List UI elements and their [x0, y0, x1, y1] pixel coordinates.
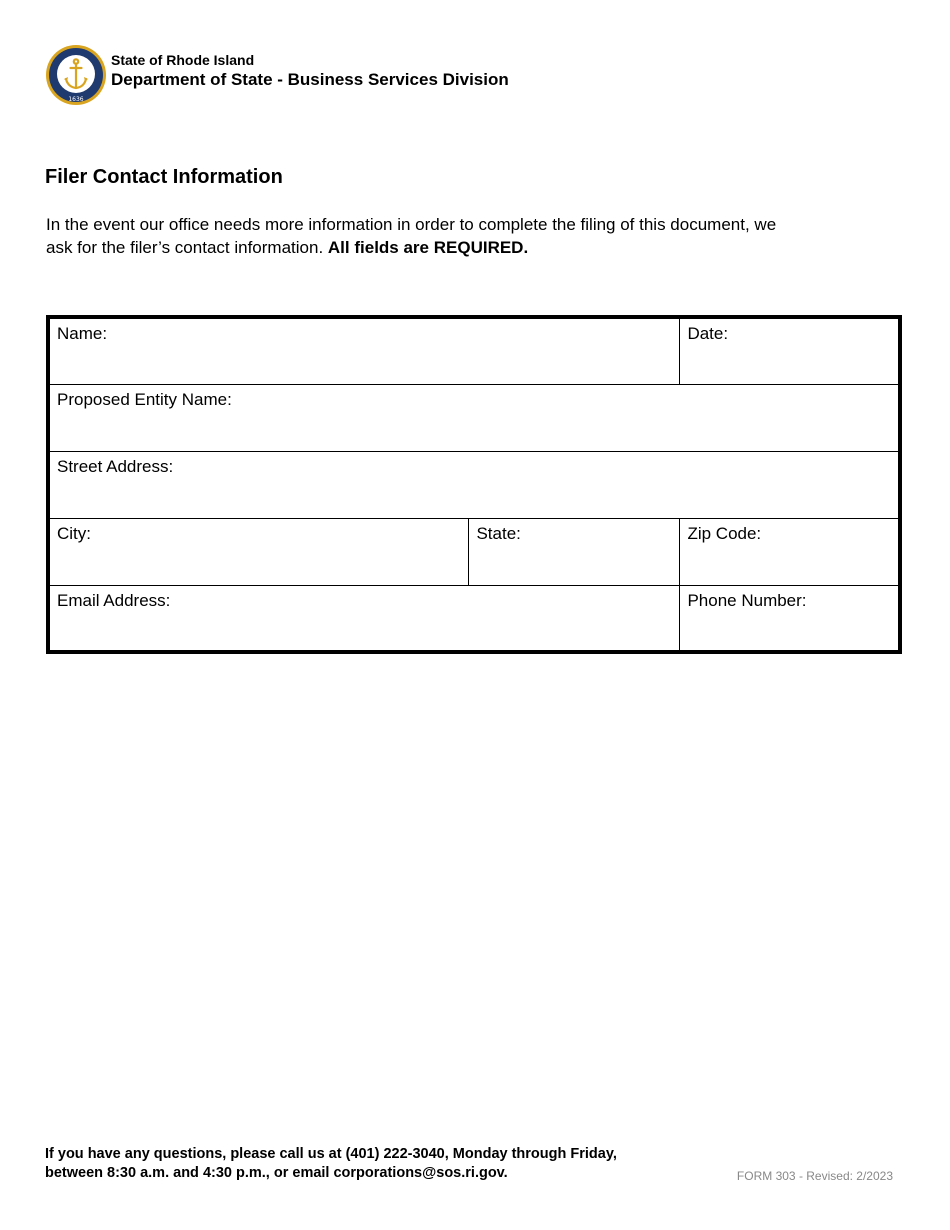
street-address-field[interactable]: [48, 451, 900, 518]
city-field[interactable]: [48, 518, 469, 585]
filer-contact-table: [46, 315, 902, 654]
department-name: Department of State - Business Services Division: [111, 70, 509, 89]
date-field[interactable]: [680, 317, 900, 384]
name-label: Name:: [57, 324, 108, 343]
email-address-field[interactable]: [48, 585, 680, 652]
state-field[interactable]: [469, 518, 680, 585]
table-row: [48, 384, 900, 451]
zip-code-field[interactable]: [680, 518, 900, 585]
name-field[interactable]: [48, 317, 680, 384]
rhode-island-anchor-seal-icon: [45, 44, 107, 106]
table-row: [48, 317, 900, 384]
email-address-label: Email Address:: [57, 590, 171, 610]
table-row: [48, 451, 900, 518]
table-row: [48, 585, 900, 652]
date-label: Date:: [687, 324, 729, 343]
city-label: City:: [57, 523, 91, 543]
footer-help-line-1: If you have any questions, please call us at (401) 222-3040, Monday through Friday,: [45, 1146, 617, 1162]
intro-required-note: All fields are REQUIRED.: [327, 238, 529, 257]
section-title: Filer Contact Information: [45, 166, 283, 188]
table-row: [48, 518, 900, 585]
street-address-label: Street Address:: [57, 456, 174, 476]
state-name: State of Rhode Island: [111, 52, 255, 68]
seal-year: 1636: [68, 96, 84, 103]
footer-help-line-2: between 8:30 a.m. and 4:30 p.m., or email corporations@sos.ri.gov.: [45, 1165, 508, 1181]
form-id: FORM 303 - Revised: 2/2023: [736, 1169, 893, 1183]
intro-paragraph: [46, 213, 806, 259]
footer-help-text: [45, 1145, 617, 1183]
header-text: [111, 52, 509, 90]
intro-text: In the event our office needs more information in order to complete the filing of this document, we ask for the filer’s contact information.: [46, 215, 777, 257]
zip-code-label: Zip Code:: [687, 523, 762, 543]
phone-number-field[interactable]: [680, 585, 900, 652]
proposed-entity-name-field[interactable]: [48, 384, 900, 451]
proposed-entity-name-label: Proposed Entity Name:: [57, 389, 232, 409]
phone-number-label: Phone Number:: [687, 590, 807, 610]
page-header: [45, 44, 509, 106]
state-label: State:: [476, 523, 521, 543]
